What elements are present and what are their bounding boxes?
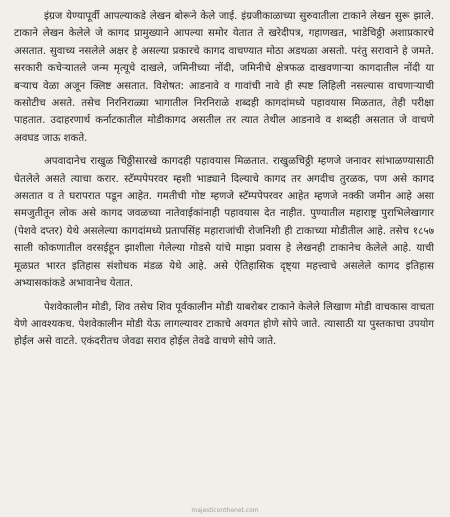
watermark-text: majesticonthenet.com xyxy=(191,507,259,514)
paragraph-3: पेशवेकालीन मोडी, शिव तसेच शिव पूर्वकालीन मोडी याबरोबर टाकाने केलेले लिखाण मोडी वाचकास वाचता येणे आवश्यकच. पेशवेकालीन मोडी येऊ लागल्यावर टाकाचे अवगत होणे सोपे जाते. त्यासाठी या पुस्तकाचा उपयोग होईल असे वाटते. एकंदरीतच जेवढा सराव होईल तेवढे वाचणे सोपे जाते. xyxy=(14,301,434,348)
paragraph-2: अपवादानेच राखुळ चिठ्ठीसारखे कागदही पहावयास मिळतात. राखुळचिठ्ठी म्हणजे जनावर सांभाळण्यासाठी घेतलेले असते त्याचा करार. स्टॅम्पपेपरवर म्हशी भाड्याने दिल्याचे कागद तर अगदीच तुरळक, पण असे कागद असतात व ते घरापरात पडून आहेत. गमतीची गोष्ट म्हणजे स्टॅम्पपेपरवर आहेत म्हणजे नक्की जमीन आहे असा समजुतीतून लोक असे कागद जवळच्या नातेवाईकांनाही पहावयास देत नाहीत. पुण्यातील महाराष्ट्र पुराभिलेखागार (पेशवे दप्तर) येथे असलेल्या कागदांमध्ये प्रतापसिंह महाराजांची रोजनिशी ही टाकाच्या मोडीतील आहे. तसेच १८५७ साली कोकणातील वरसईहून झाशीला गेलेल्या गोडसे यांचे माझा प्रवास हे लेखनही टाकानेच केलेले आहे. याची मूळप्रत भारत इतिहास संशोधक मंडळ येथे आहे. असे ऐतिहासिक दृष्ट्या महत्त्वाचे असलेले कागद इतिहास अभ्यासकांकडे अभावानेच येतात. xyxy=(14,156,434,290)
paragraph-1: इंग्रज येण्यापूर्वी आपल्याकडे लेखन बोरूने केले जाई. इंग्रजीकाळाच्या सुरुवातीला टाकाने लेखन सुरू झाले. टाकाने लेखन केलेले जे कागद प्रामुख्याने आपल्या समोर येतात ते खरेदीपत्र, गहाणखत, भाडेचिठ्ठी अशाप्रकारचे असतात. सुवाच्य नसलेले अक्षर हे असल्या प्रकारचे कागद वाचण्यात मोठा अडथळा असतो. परंतु सरावाने हे जमते. सरकारी कचेऱ्यातले जन्म मृत्यूचे दाखले, जमिनीच्या नोंदी, जमिनीचे क्षेत्रफळ दाखवणाऱ्या कागदातील नोंदी या बऱ्याच वेळा अजून क्लिष्ट असतात. विशेषत: आडनावे व गावांची नावे ही स्पष्ट लिहिली नसल्यास वाचणाऱ्याची कसोटीच असते. तसेच निरनिराळ्या भागातील निरनिराळे शब्दही कागदांमध्ये पहावयास मिळतात, तेही परीक्षा पाहतात. उदाहरणार्थ कर्नाटकातील मोडीकागद असतील तर त्यात तेथील आडनावे व शब्दही असतात जे वाचणे अवघड जाऊ शकते. xyxy=(14,11,434,144)
